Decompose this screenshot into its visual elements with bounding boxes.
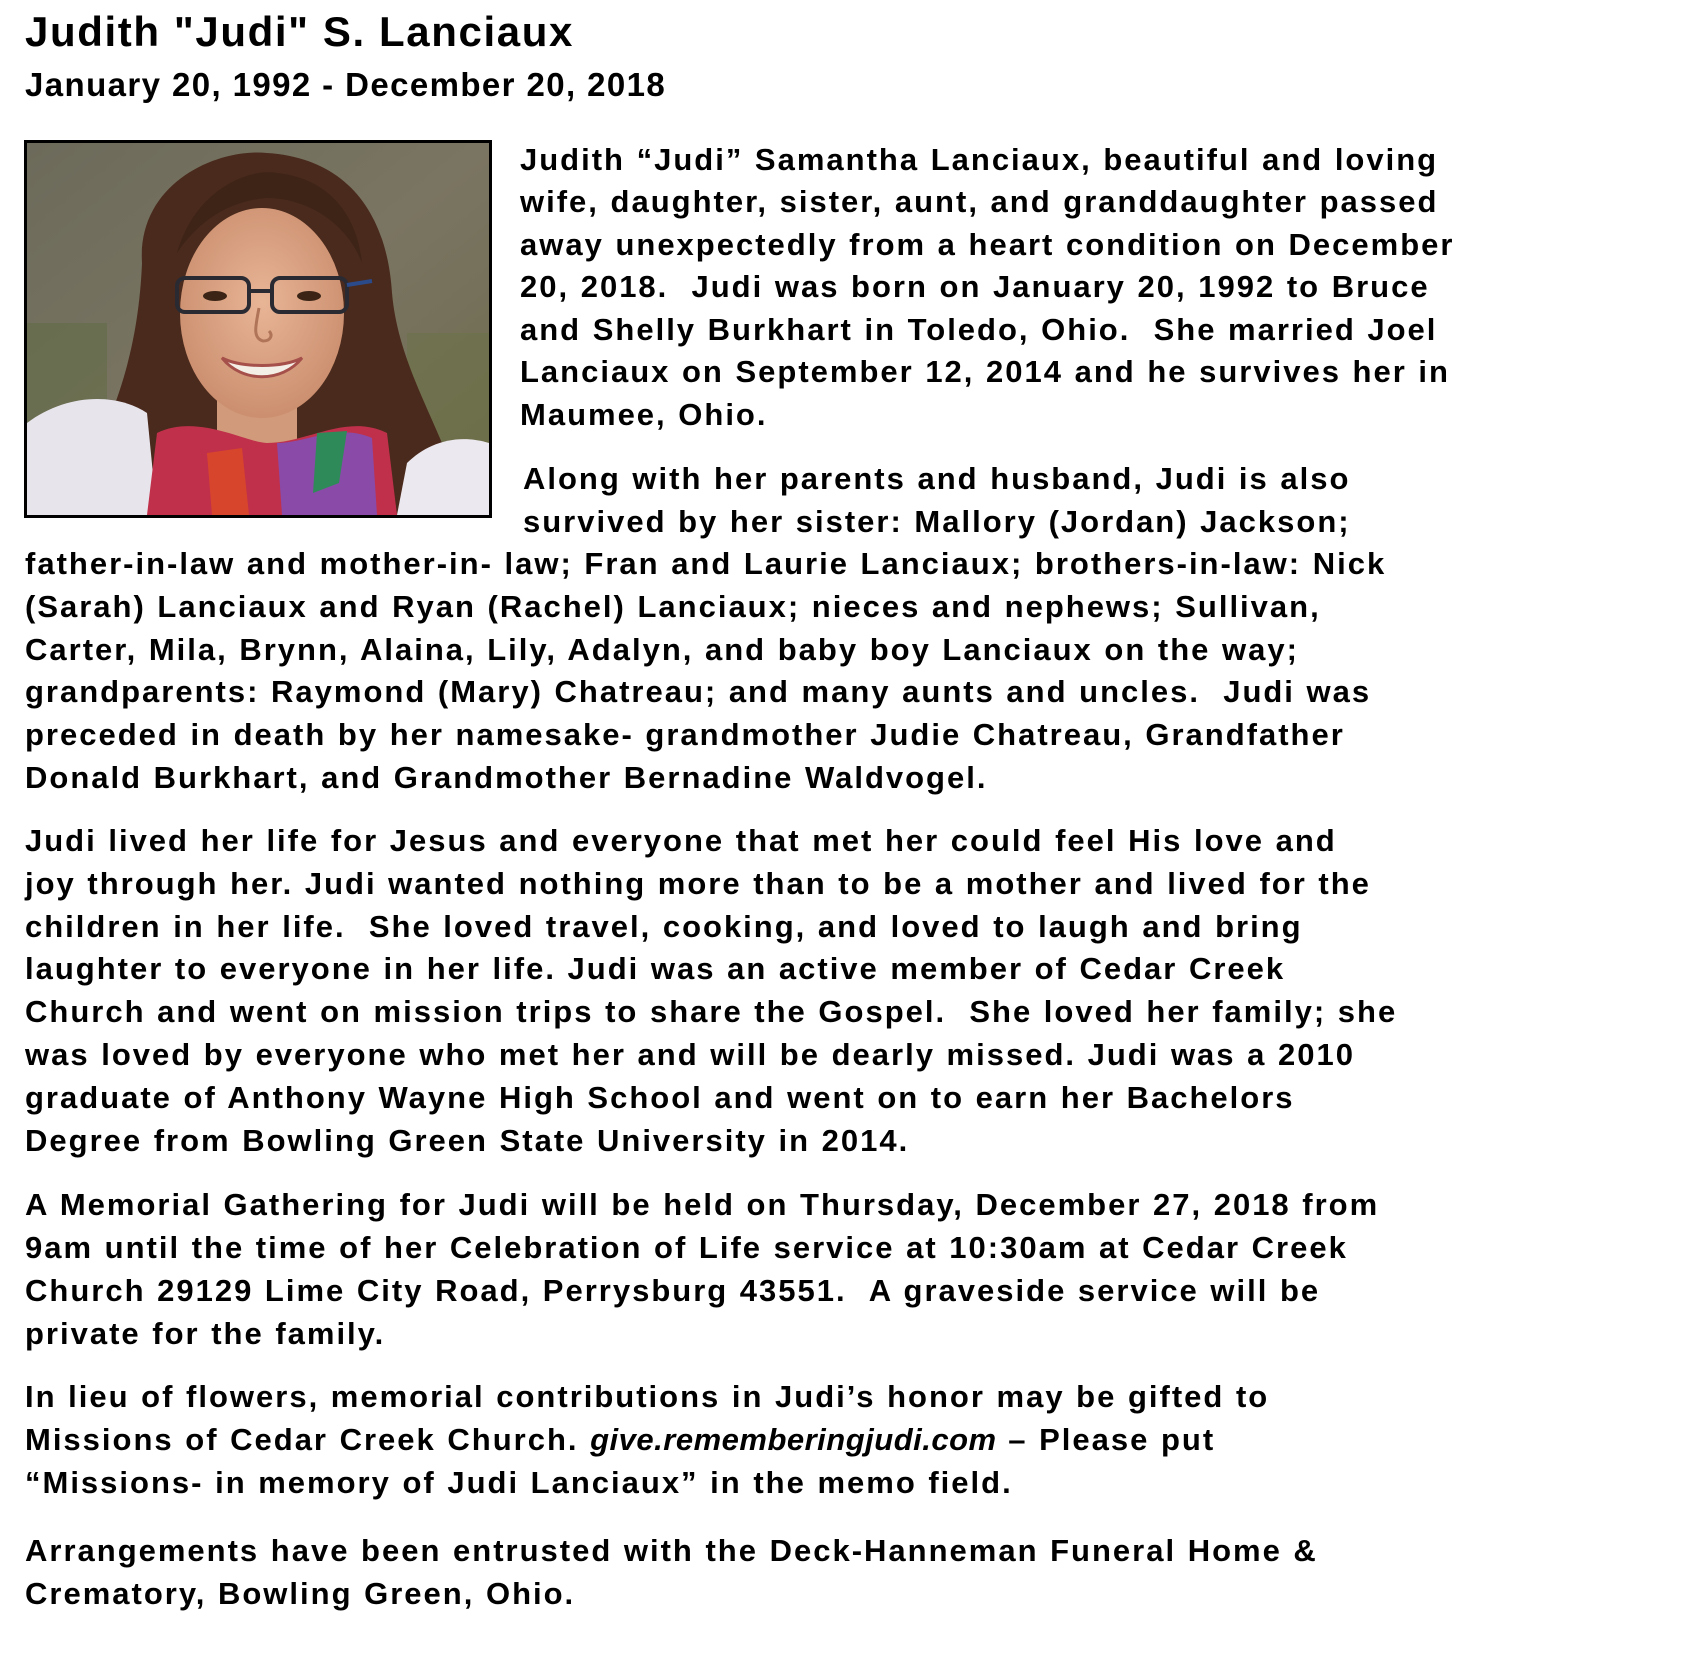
text-line: away unexpectedly from a heart condition on December [520,227,1455,262]
text-line: laughter to everyone in her life. Judi was an active member of Cedar Creek [25,951,1286,986]
text-line: Church and went on mission trips to share the Gospel. She loved her family; she [25,994,1398,1029]
portrait-photo [24,140,492,518]
text-line: Carter, Mila, Brynn, Alaina, Lily, Adalyn, and baby boy Lanciaux on the way; [25,632,1299,667]
text-segment: – Please put [996,1422,1216,1457]
text-line [25,1422,1215,1458]
text-line: Along with her parents and husband, Judi is also [523,461,1351,496]
text-line: Church 29129 Lime City Road, Perrysburg 43551. A graveside service will be [25,1273,1321,1308]
donation-link[interactable]: give.rememberingjudi.com [590,1422,997,1457]
text-line: Degree from Bowling Green State University in 2014. [25,1123,910,1158]
text-line: grandparents: Raymond (Mary) Chatreau; and many aunts and uncles. Judi was [25,674,1372,709]
text-line: preceded in death by her namesake- grandmother Judie Chatreau, Grandfather [25,717,1345,752]
text-line: Arrangements have been entrusted with the Deck-Hanneman Funeral Home & [25,1533,1318,1568]
text-line: survived by her sister: Mallory (Jordan) Jackson; [523,504,1351,539]
text-line: 9am until the time of her Celebration of Life service at 10:30am at Cedar Creek [25,1230,1348,1265]
text-line: and Shelly Burkhart in Toledo, Ohio. She married Joel [520,312,1438,347]
text-segment: Missions of Cedar Creek Church. [25,1422,591,1457]
text-line: was loved by everyone who met her and will be dearly missed. Judi was a 2010 [25,1037,1355,1072]
text-line: Judi lived her life for Jesus and everyone that met her could feel His love and [25,823,1337,858]
text-line: In lieu of flowers, memorial contributions in Judi’s honor may be gifted to [25,1379,1270,1414]
text-line: A Memorial Gathering for Judi will be held on Thursday, December 27, 2018 from [25,1187,1380,1222]
life-dates: January 20, 1992 - December 20, 2018 [25,66,667,103]
portrait-image [27,143,489,515]
obituary-name: Judith "Judi" S. Lanciaux [25,8,574,55]
text-line: children in her life. She loved travel, cooking, and loved to laugh and bring [25,909,1303,944]
text-line: graduate of Anthony Wayne High School and went on to earn her Bachelors [25,1080,1295,1115]
text-line: 20, 2018. Judi was born on January 20, 1992 to Bruce [520,269,1430,304]
text-line: Maumee, Ohio. [520,397,768,432]
text-line: joy through her. Judi wanted nothing more than to be a mother and lived for the [25,866,1371,901]
text-line: wife, daughter, sister, aunt, and granddaughter passed [520,184,1439,219]
text-line: “Missions- in memory of Judi Lanciaux” in the memo field. [25,1465,1013,1500]
text-line: Judith “Judi” Samantha Lanciaux, beautiful and loving [520,142,1439,177]
text-line: private for the family. [25,1316,386,1351]
text-line: Lanciaux on September 12, 2014 and he survives her in [520,354,1450,389]
text-line: (Sarah) Lanciaux and Ryan (Rachel) Lanciaux; nieces and nephews; Sullivan, [25,589,1321,624]
text-line: Donald Burkhart, and Grandmother Bernadine Waldvogel. [25,760,988,795]
text-line: Crematory, Bowling Green, Ohio. [25,1576,576,1611]
text-line: father-in-law and mother-in- law; Fran and Laurie Lanciaux; brothers-in-law: Nick [25,546,1387,581]
